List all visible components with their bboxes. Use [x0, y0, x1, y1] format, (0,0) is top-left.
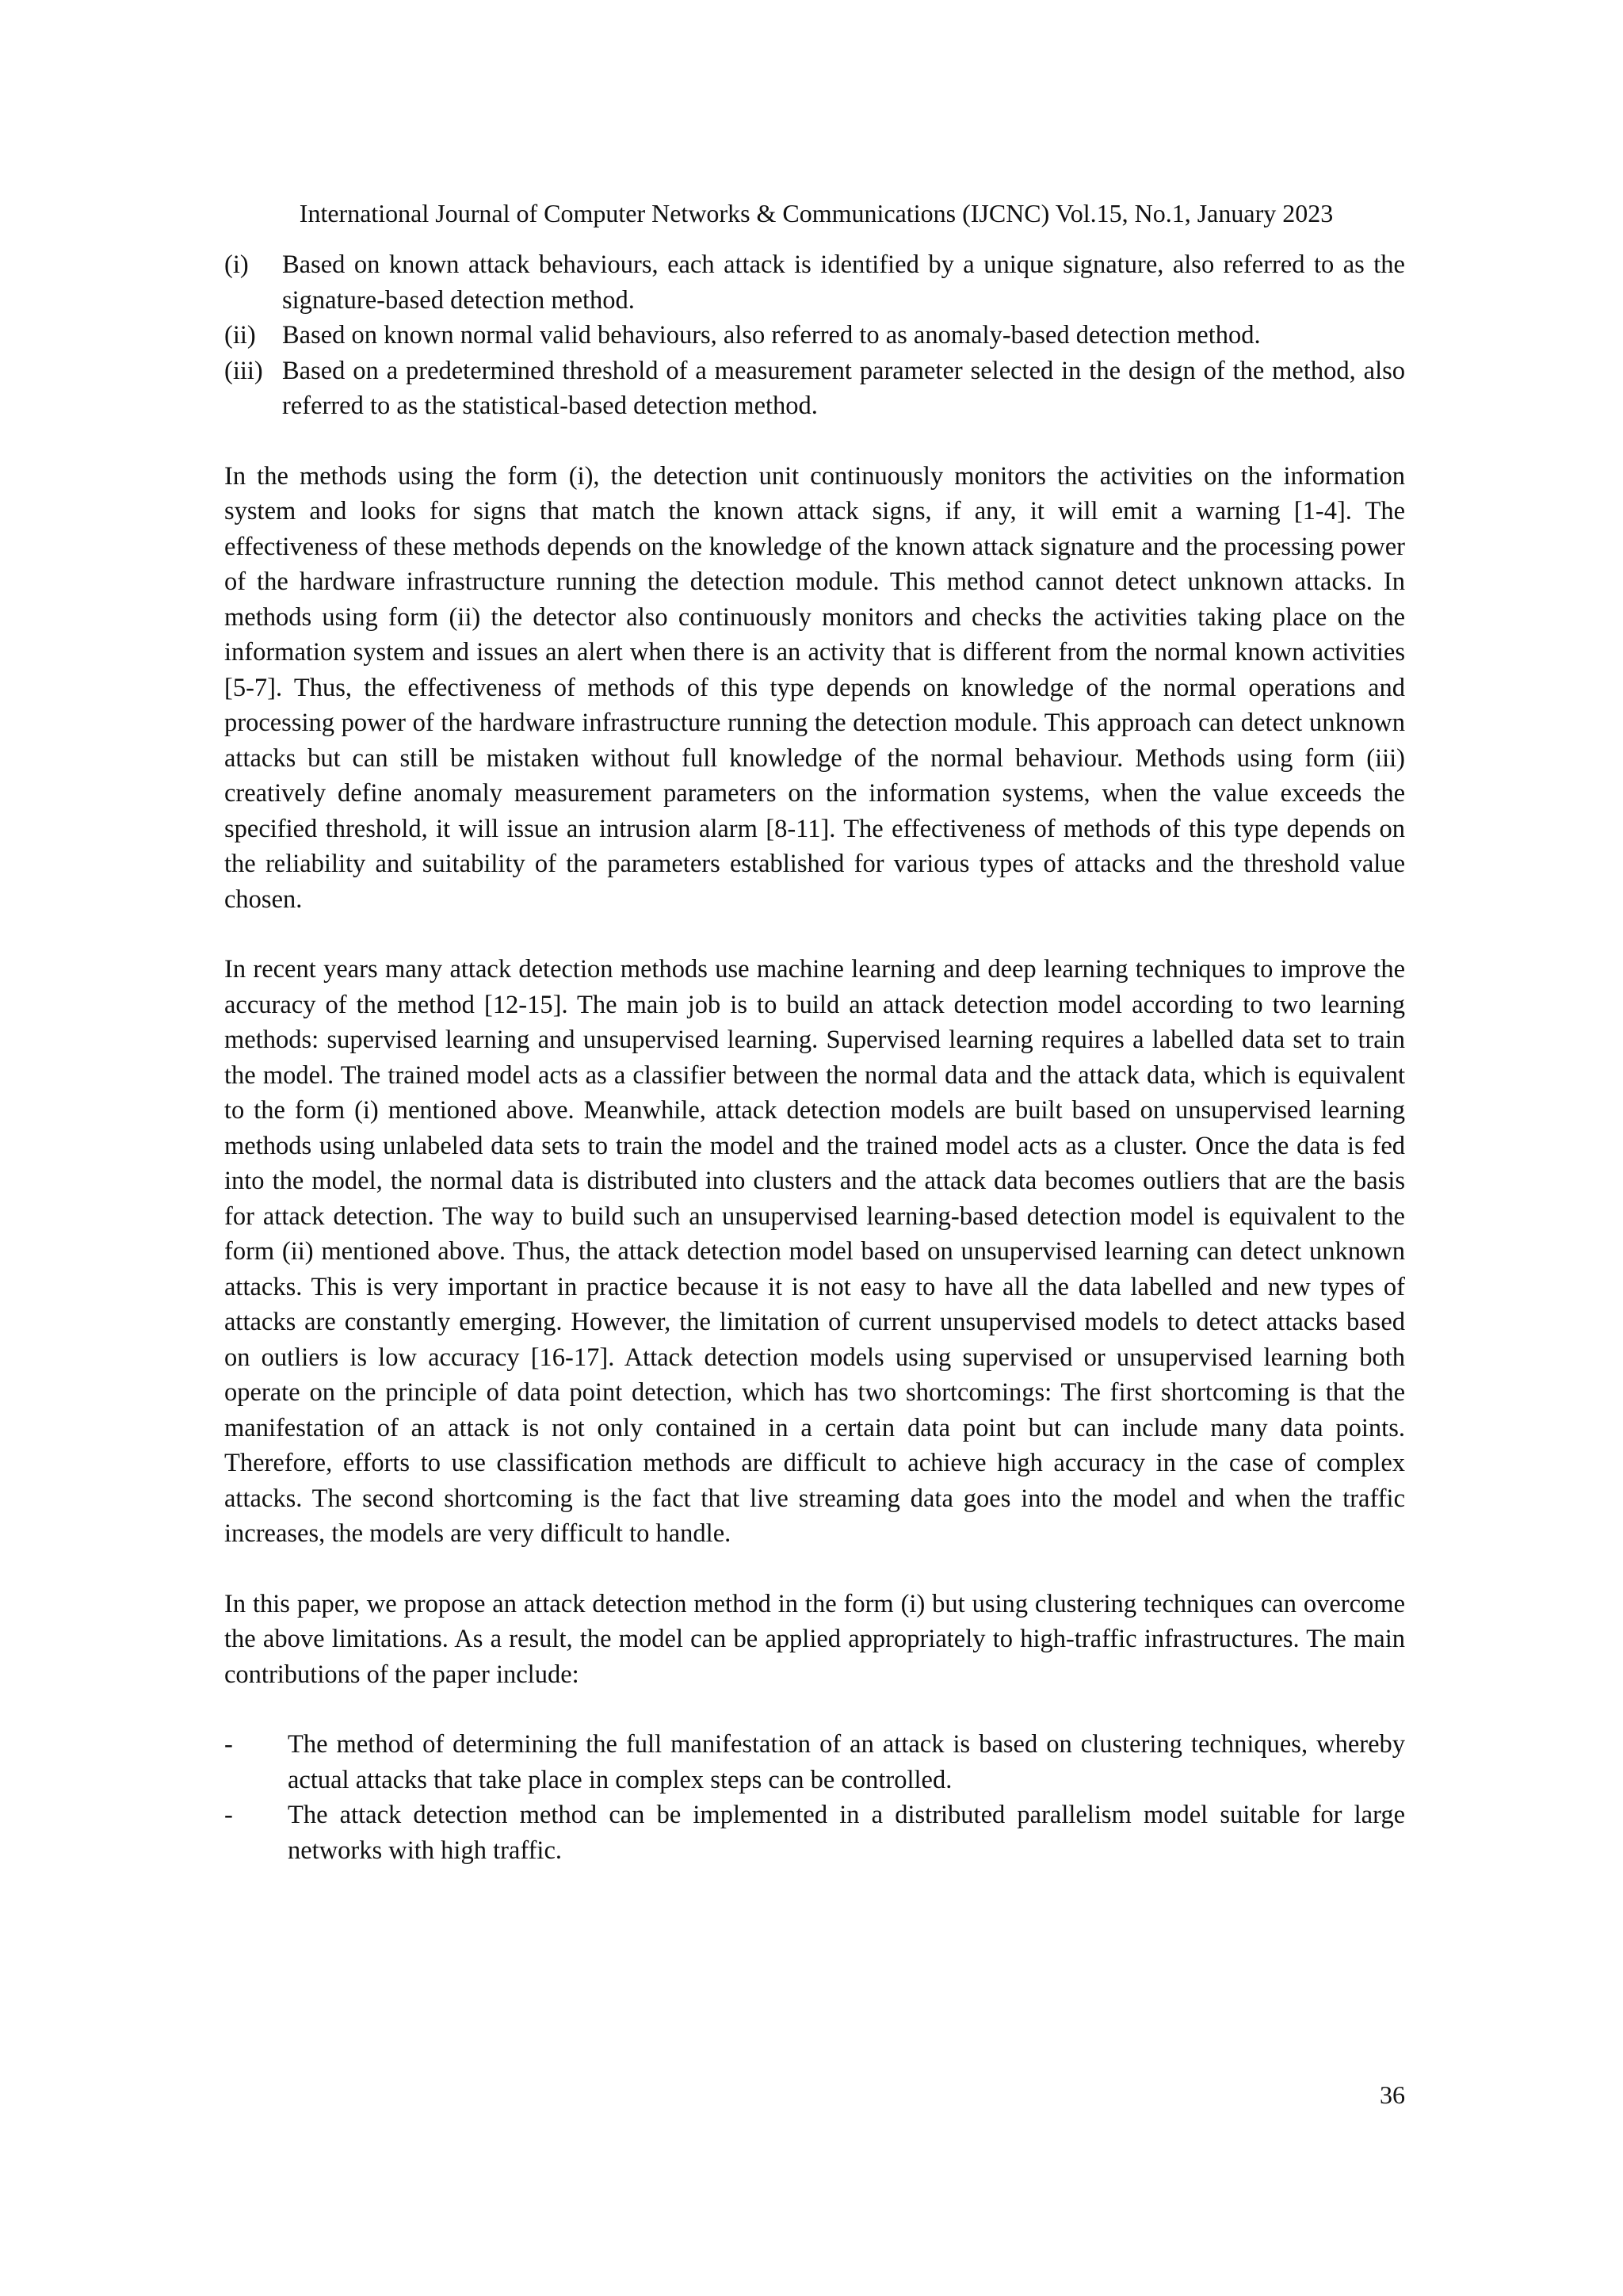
paragraph-gap [224, 917, 1405, 952]
paragraph: In this paper, we propose an attack detection method in the form (i) but using clustering techniques can overcome the above limitations. As a result, the model can be applied appropriately to high-traffic infrastructures. The main contributions of the paper include: [224, 1589, 1405, 1689]
body-text [224, 247, 1405, 1868]
bullet-marker: - [224, 1730, 233, 1759]
list-item-text: The method of determining the full manifestation of an attack is based on clustering techniques, whereby actual attacks that take place in complex steps can be controlled. [288, 1730, 1405, 1794]
page-number: 36 [1380, 2080, 1405, 2109]
list-item [224, 247, 1405, 318]
paragraph: In the methods using the form (i), the detection unit continuously monitors the activities on the information system and looks for signs that match the known attack signs, if any, it will emit a warning [1-4]. The effectiveness of these methods depends on the knowledge of the known attack signature and the processing power of the hardware infrastructure running the detection module. This method cannot detect unknown attacks. In methods using form (ii) the detector also continuously monitors and checks the activities taking place on the information system and issues an alert when there is an activity that is different from the normal known activities [5-7]. Thus, the effectiveness of methods of this type depends on knowledge of the normal operations and processing power of the hardware infrastructure running the detection module. This approach can detect unknown attacks but can still be mistaken without full knowledge of the normal behaviour. Methods using form (iii) creatively define anomaly measurement parameters on the information systems, when the value exceeds the specified threshold, it will issue an intrusion alarm [8-11]. The effectiveness of methods of this type depends on the reliability and suitability of the parameters established for various types of attacks and the threshold value chosen. [224, 461, 1405, 914]
list-item [224, 1797, 1405, 1868]
bullet-marker: - [224, 1801, 233, 1829]
list-item [224, 353, 1405, 424]
list-item [224, 318, 1405, 353]
running-header: International Journal of Computer Networks & Communications (IJCNC) Vol.15, No.1, January 2023 [299, 199, 1334, 227]
paragraph-gap [224, 1552, 1405, 1587]
detection-forms-list [224, 247, 1405, 424]
list-marker: (ii) [224, 321, 256, 350]
list-item-text: Based on a predetermined threshold of a measurement parameter selected in the design of the method, also referred to as the statistical-based detection method. [282, 356, 1405, 420]
list-item-text: Based on known normal valid behaviours, also referred to as anomaly-based detection method. [282, 321, 1261, 350]
paragraph-gap [224, 424, 1405, 459]
list-marker: (i) [224, 250, 249, 279]
list-item [224, 1727, 1405, 1797]
paragraph: In recent years many attack detection methods use machine learning and deep learning techniques to improve the accuracy of the method [12-15]. The main job is to build an attack detection model according to two learning methods: supervised learning and unsupervised learning. Supervised learning requires a labelled data set to train the model. The trained model acts as a classifier between the normal data and the attack data, which is equivalent to the form (i) mentioned above. Meanwhile, attack detection models are built based on unsupervised learning methods using unlabeled data sets to train the model and the trained model acts as a cluster. Once the data is fed into the model, the normal data is distributed into clusters and the attack data becomes outliers that are the basis for attack detection. The way to build such an unsupervised learning-based detection model is equivalent to the form (ii) mentioned above. Thus, the attack detection model based on unsupervised learning can detect unknown attacks. This is very important in practice because it is not easy to have all the data labelled and new types of attacks are constantly emerging. However, the limitation of current unsupervised models to detect attacks based on outliers is low accuracy [16-17]. Attack detection models using supervised or unsupervised learning both operate on the principle of data point detection, which has two shortcomings: The first shortcoming is that the manifestation of an attack is not only contained in a certain data point but can include many data points. Therefore, efforts to use classification methods are difficult to achieve high accuracy in the case of complex attacks. The second shortcoming is the fact that live streaming data goes into the model and when the traffic increases, the models are very difficult to handle. [224, 955, 1405, 1548]
contributions-list [224, 1727, 1405, 1868]
list-item-text: Based on known attack behaviours, each attack is identified by a unique signature, also referred to as the signature-based detection method. [282, 250, 1405, 315]
list-item-text: The attack detection method can be implemented in a distributed parallelism model suitable for large networks with high traffic. [288, 1801, 1405, 1865]
paragraph-gap [224, 1692, 1405, 1727]
list-marker: (iii) [224, 356, 263, 385]
